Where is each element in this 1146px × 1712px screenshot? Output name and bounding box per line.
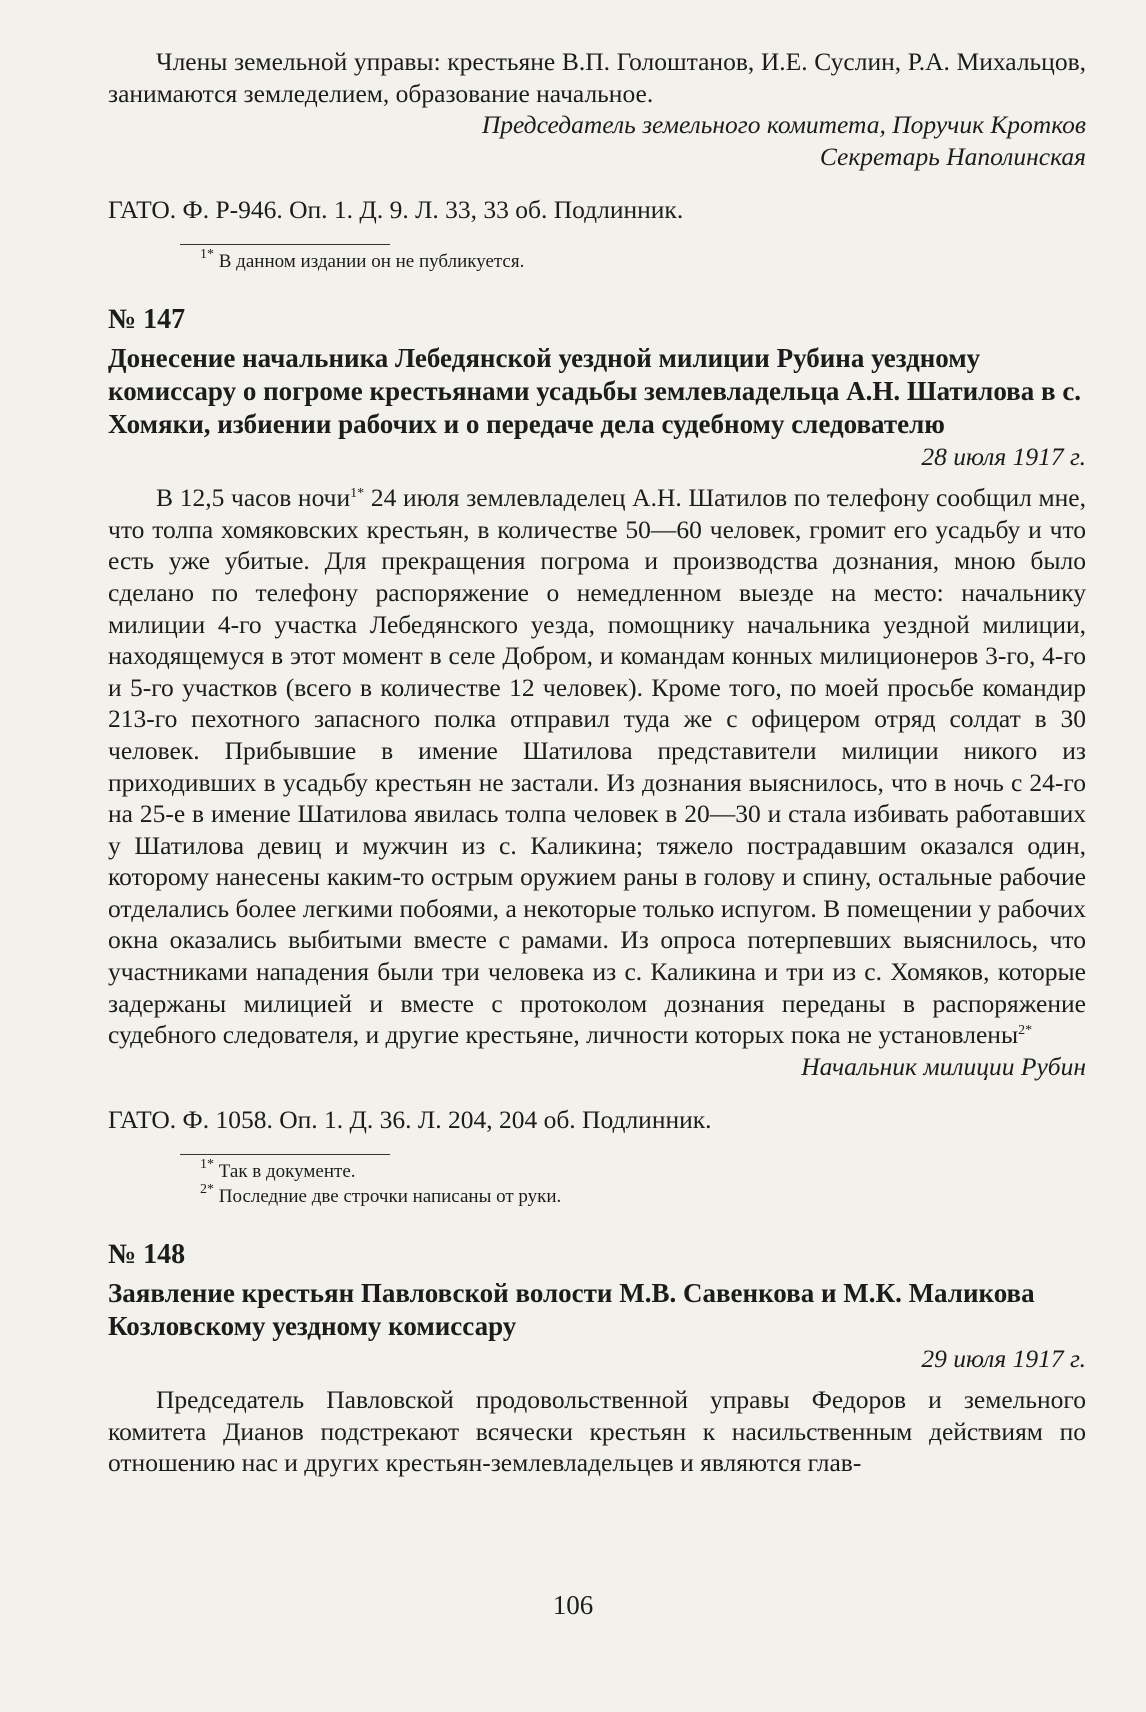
footnote-147-2 bbox=[200, 1184, 1086, 1209]
document-body-147 bbox=[108, 482, 1086, 1051]
signature-147: Начальник милиции Рубин bbox=[801, 1051, 1086, 1081]
archive-reference-147: ГАТО. Ф. 1058. Оп. 1. Д. 36. Л. 204, 204 об. Подлинник. bbox=[108, 1105, 712, 1135]
document-title-147: Донесение начальника Лебедянской уездной милиции Рубина уездному комиссару о погроме крестьянами усадьбы землевладельца А.Н. Шатилова в с. Хомяки, избиении рабочих и о передаче дела судебному следователю bbox=[108, 342, 1082, 439]
body-main: 24 июля землевладелец А.Н. Шатилов по телефону сообщил мне, что толпа хомяковских крестьян, в количестве 50—60 человек, громит его усадьбу и что есть уже убитые. Для прекращения погрома и производства дознания, мною было сделано по телефону распоряжение о немедленном выезде на место: начальнику милиции 4-го участка Лебедянского уезда, помощнику начальника уездной милиции, находящемуся в этот момент в селе Добром, и командам конных милиционеров 3-го, 4-го и 5-го участков (всего в количестве 12 человек). Кроме того, по моей просьбе командир 213-го пехотного запасного полка отправил туда же с офицером отряд солдат в 30 человек. Прибывшие в имение Шатилова представители милиции никого из приходивших в усадьбу крестьян не застали. Из дознания выяснилось, что в ночь с 24-го на 25-е в имение Шатилова явилась толпа человек в 20—30 и стала избивать работавших у Шатилова девиц и мужчин из с. Каликина; тяжело пострадавшим оказался один, которому нанесены каким-то острым оружием раны в голову и спину, остальные рабочие отделались более легкими побоями, а некоторые только испугом. В помещении у рабочих окна оказались выбитыми вместе с рамами. Из опроса потерпевших выяснилось, что участниками нападения были три человека из с. Каликина и три из с. Хомяков, которые задержаны милицией и вместе с протоколом дознания переданы в распоряжение судебного следователя, и другие крестьяне, личности которых пока не установлены bbox=[108, 483, 1087, 1050]
page-number: 106 bbox=[552, 1590, 594, 1620]
signature-secretary: Секретарь Наполинская bbox=[819, 141, 1086, 171]
footnote bbox=[200, 246, 1086, 274]
footnote-mark: 1* bbox=[200, 246, 214, 262]
footnote-text: В данном издании он не публикуется. bbox=[218, 250, 525, 272]
footnote-divider-147 bbox=[180, 1154, 390, 1155]
document-date-147: 28 июля 1917 г. bbox=[921, 441, 1086, 471]
document-number-148: № 148 bbox=[108, 1239, 186, 1271]
body-footnote-mark-1: 1* bbox=[350, 486, 365, 502]
footnote-mark: 2* bbox=[200, 1182, 214, 1198]
body-footnote-mark-2: 2* bbox=[1018, 1023, 1033, 1039]
document-number-147: № 147 bbox=[108, 303, 186, 335]
archive-reference: ГАТО. Ф. Р-946. Оп. 1. Д. 9. Л. 33, 33 об. Подлинник. bbox=[108, 195, 684, 225]
members-line: Члены земельной управы: крестьяне В.П. Голоштанов, И.Е. Суслин, Р.А. Михальцов, занимаются земледелием, образование начальное. bbox=[108, 47, 1086, 108]
footnote-mark: 1* bbox=[200, 1157, 214, 1173]
footnote-divider bbox=[180, 244, 390, 245]
footnote-text: Так в документе. bbox=[218, 1161, 356, 1183]
document-body-148: Председатель Павловской продовольственной управы Федоров и земельного комитета Дианов подстрекают всячески крестьян к насильственным действиям по отношению нас и других крестьян-землевладельцев и являются глав- bbox=[108, 1385, 1086, 1478]
footnote-147-1 bbox=[200, 1159, 1086, 1184]
signature-chairman: Председатель земельного комитета, Поручик Кротков bbox=[481, 110, 1086, 140]
footnote-text: Последние две строчки написаны от руки. bbox=[218, 1186, 562, 1208]
document-title-148: Заявление крестьян Павловской волости М.В. Савенкова и М.К. Маликова Козловскому уездному комиссару bbox=[108, 1277, 1035, 1341]
body-start: В 12,5 часов ночи bbox=[156, 483, 351, 513]
document-date-148: 29 июля 1917 г. bbox=[921, 1343, 1086, 1373]
